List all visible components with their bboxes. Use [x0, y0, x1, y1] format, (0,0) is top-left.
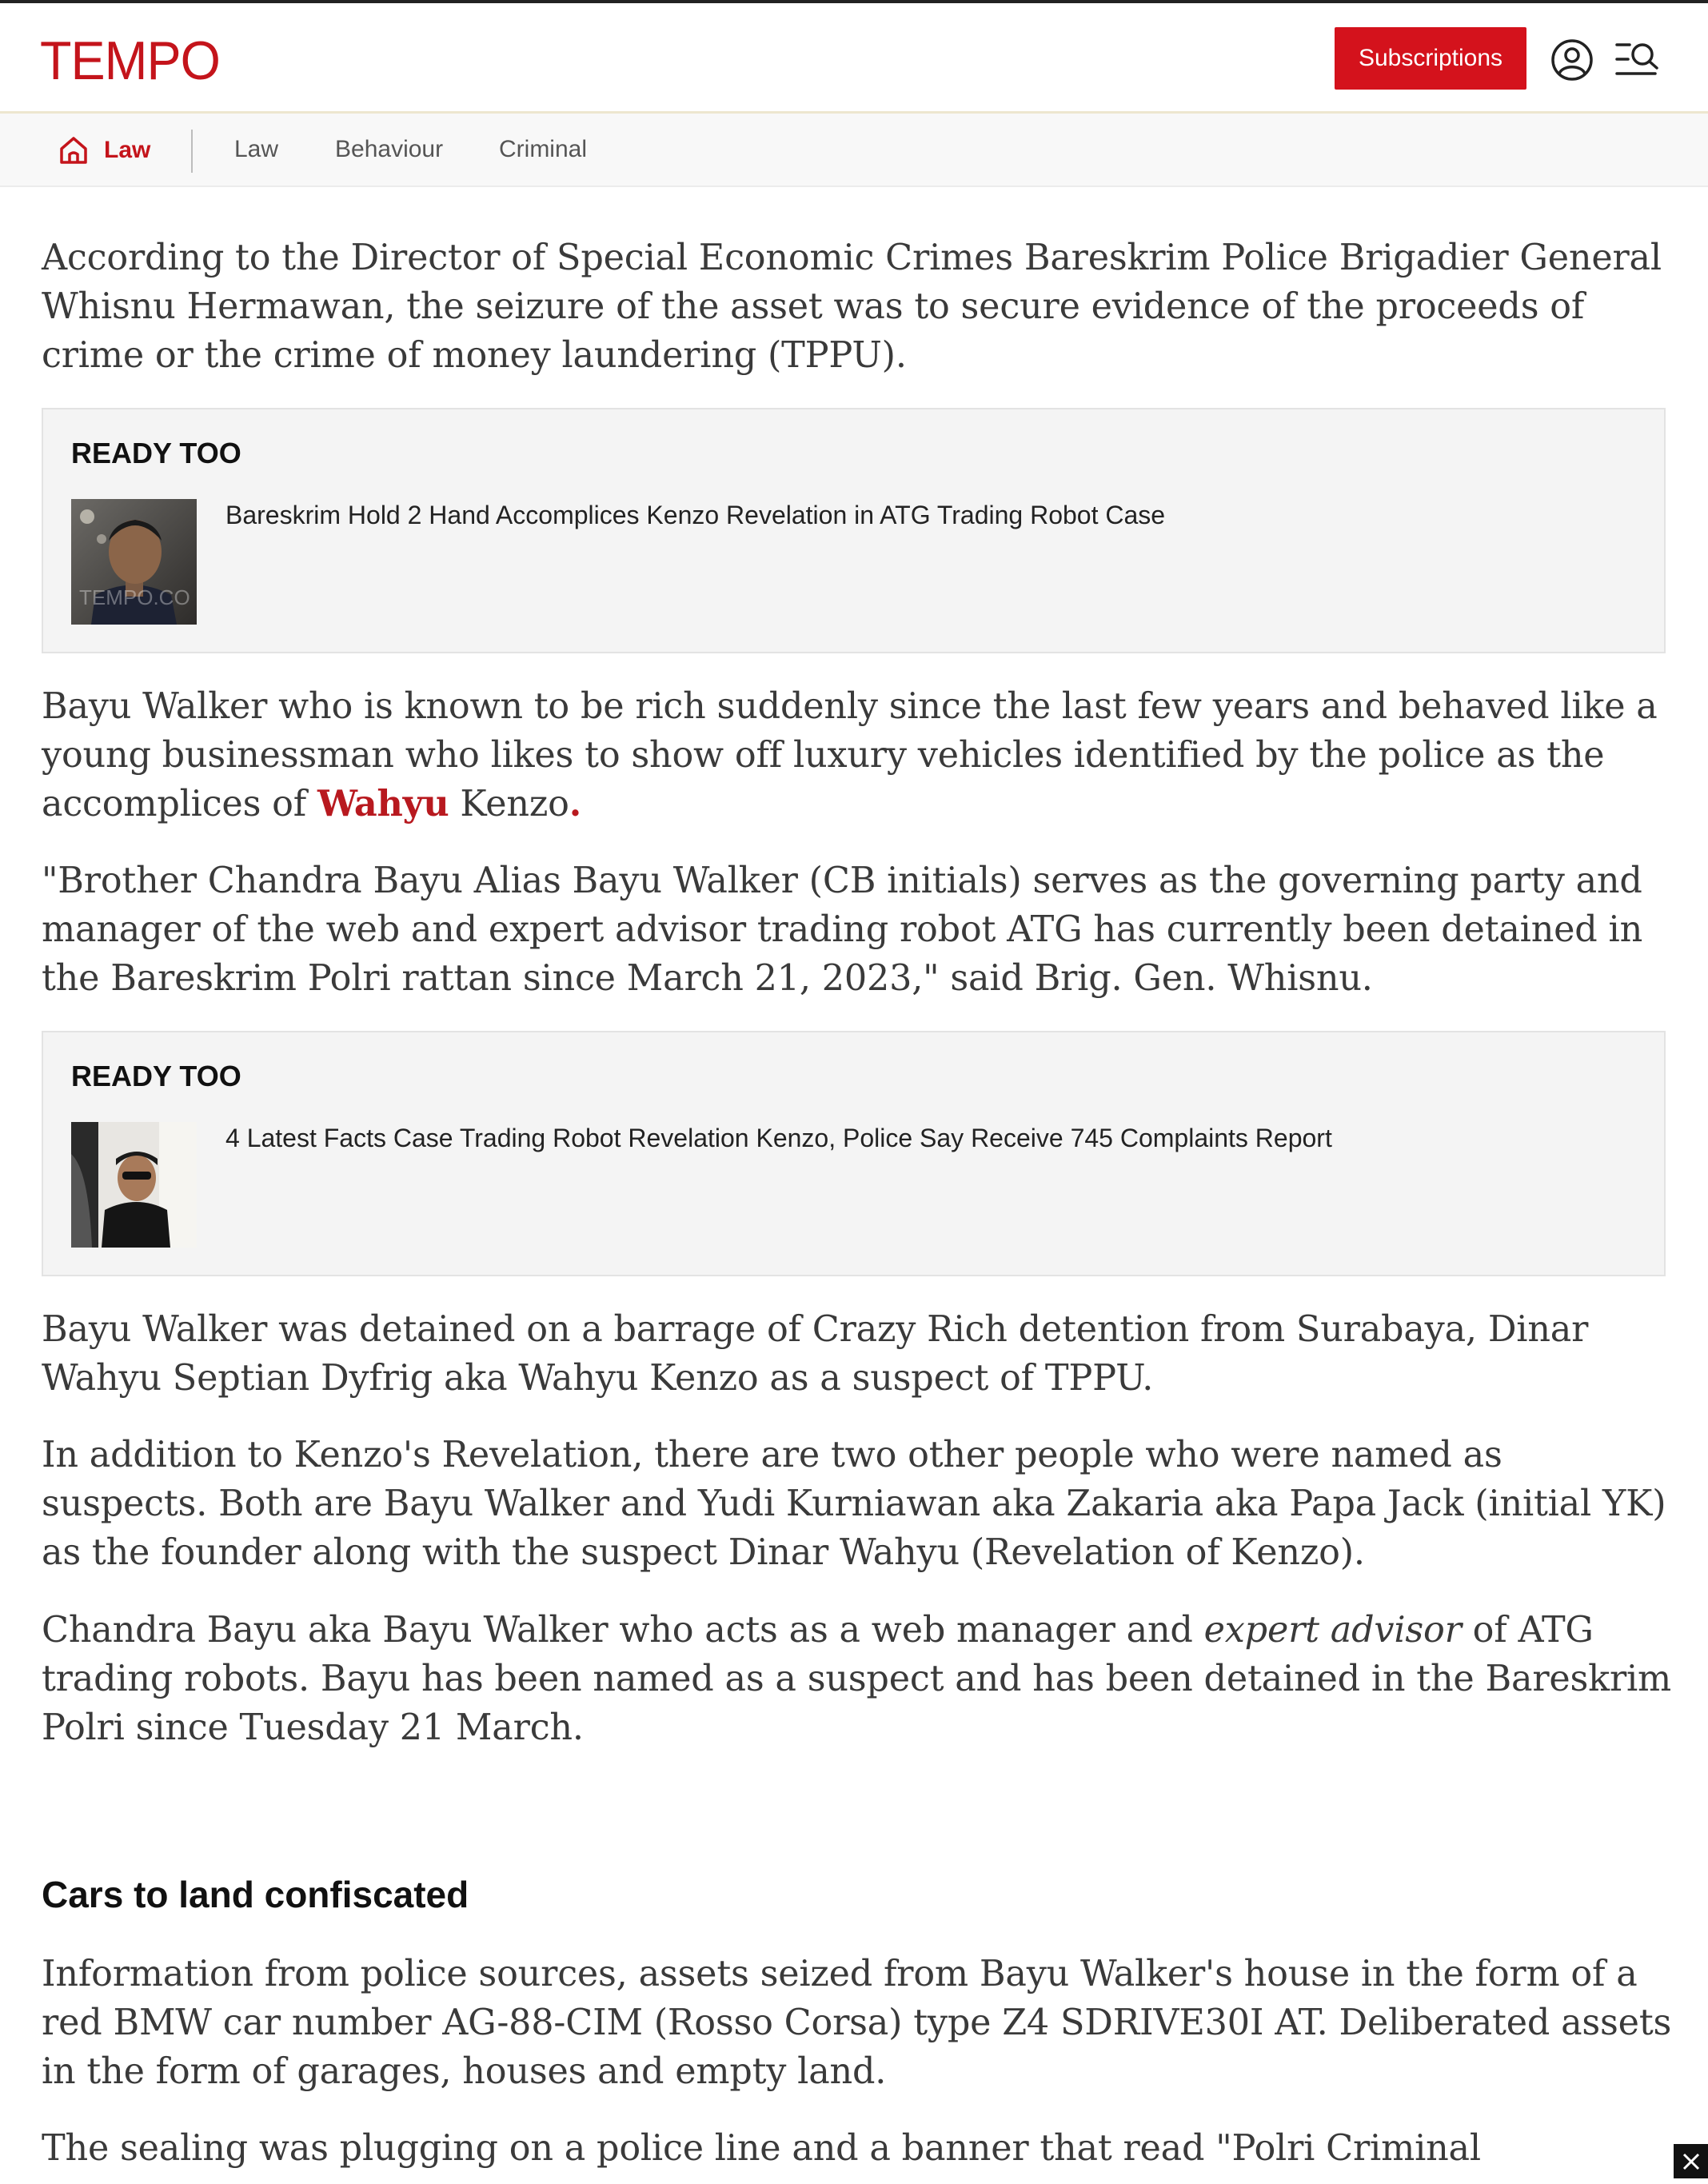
nav-item-criminal[interactable]: Criminal: [499, 136, 588, 162]
close-icon: [1682, 2152, 1701, 2171]
nav-divider: [191, 130, 193, 173]
subscriptions-button[interactable]: Subscriptions: [1335, 27, 1526, 90]
article-paragraph-6: [42, 1606, 1673, 1752]
related-article-card-2[interactable]: [42, 1031, 1666, 1276]
related-thumbnail-2[interactable]: [71, 1122, 197, 1248]
p6-text-start: Chandra Bayu aka Bayu Walker who acts as a web manager and: [42, 1610, 1204, 1651]
article-paragraph-2: [42, 682, 1673, 828]
article-paragraph-4: Bayu Walker was detained on a barrage of Crazy Rich detention from Surabaya, Dinar Wahyu Septian Dyfrig aka Wahyu Kenzo as a suspect of TPPU.: [42, 1309, 1589, 1399]
home-icon: [58, 134, 90, 166]
search-menu-icon[interactable]: [1615, 40, 1660, 80]
p2-text-end: Kenzo: [449, 784, 569, 824]
nav-home-label: Law: [104, 137, 151, 163]
nav-home-law[interactable]: [58, 134, 150, 166]
wahyu-link[interactable]: Wahyu: [317, 783, 449, 824]
article-paragraph-1: According to the Director of Special Economic Crimes Bareskrim Police Brigadier General Whisnu Hermawan, the seizure of the asset was to secure evidence of the proceeds of crime or the crime of money laundering (TPPU).: [42, 238, 1662, 376]
tempo-logo[interactable]: TEMPO: [40, 30, 220, 91]
category-nav: [0, 114, 1708, 187]
user-icon[interactable]: [1550, 38, 1594, 82]
related-label: READY TOO: [71, 437, 241, 469]
p2-period: .: [569, 783, 582, 824]
related-label: READY TOO: [71, 1060, 241, 1092]
related-article-card-1[interactable]: [42, 408, 1666, 653]
nav-item-law[interactable]: Law: [234, 136, 279, 162]
p6-text-end: of ATG trading robots. Bayu has been named as a suspect and has been detained in the Bareskrim Polri since Tuesday 21 March.: [42, 1610, 1672, 1748]
p6-emphasis: expert advisor: [1203, 1610, 1462, 1651]
article-paragraph-7: Information from police sources, assets seized from Bayu Walker's house in the form of a red BMW car number AG-88-CIM (Rosso Corsa) type Z4 SDRIVE30I AT. Deliberated assets in the form of garages, houses and empty land.: [42, 1954, 1672, 2092]
thumb-watermark: TEMPO.CO: [79, 585, 190, 609]
related-title-1[interactable]: Bareskrim Hold 2 Hand Accomplices Kenzo Revelation in ATG Trading Robot Case: [225, 501, 1166, 529]
related-title-2[interactable]: 4 Latest Facts Case Trading Robot Revelation Kenzo, Police Say Receive 745 Complaints Report: [225, 1124, 1332, 1152]
site-header: [0, 3, 1708, 114]
close-ad-button[interactable]: [1674, 2144, 1708, 2178]
article-paragraph-8: The sealing was plugging on a police line and a banner that read "Polri Criminal: [42, 2128, 1481, 2169]
article-paragraph-3: "Brother Chandra Bayu Alias Bayu Walker (CB initials) serves as the governing party and manager of the web and expert advisor trading robot ATG has currently been detained in the Bareskrim Polri rattan since March 21, 2023," said Brig. Gen. Whisnu.: [42, 860, 1643, 999]
section-subheading: Cars to land confiscated: [42, 1874, 469, 1915]
related-thumbnail-1[interactable]: [71, 499, 197, 625]
p2-text-start: Bayu Walker who is known to be rich suddenly since the last few years and behaved like a young businessman who likes to show off luxury vehicles identified by the police as the accomplices of: [42, 686, 1658, 824]
nav-item-behaviour[interactable]: Behaviour: [335, 136, 444, 162]
article-paragraph-5: In addition to Kenzo's Revelation, there are two other people who were named as suspects. Both are Bayu Walker and Yudi Kurniawan aka Zakaria aka Papa Jack (initial YK) as the founder along with the suspect Dinar Wahyu (Revelation of Kenzo).: [42, 1435, 1666, 1573]
